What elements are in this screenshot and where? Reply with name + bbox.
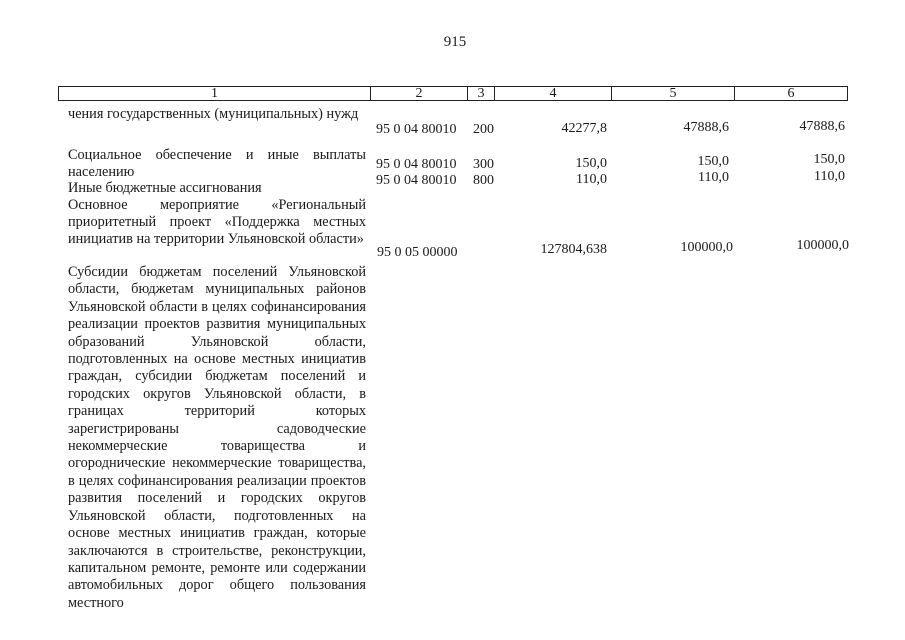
row-description: Субсидии бюджетам поселений Ульяновской области, бюджетам муниципальных районов Ульяновской области в целях софинансирования реализации проектов развития муниципальных образований Ульяновской области, подготовленных на основе местных инициатив граждан, субсидии бюджетам поселений и городских округов Ульяновской области, в границах территорий которых зарегистрированы садоводческие некоммерческие товарищества и огороднические некоммерческие товарищества, в целях софинансирования реализации проектов развития поселений и городских округов Ульяновской области, подготовленных на основе местных инициатив граждан, которые заключаются в строительстве, реконструкции, капитальном ремонте, ремонте или содержании автомобильных дорог общего пользования местного [68,264,366,611]
header-col-4: 4 [495,87,612,100]
table-header-row [58,86,848,101]
row-csr: 95 0 04 80010 [376,157,457,172]
row-value-col5: 150,0 [697,154,729,169]
row-value-col4: 110,0 [576,172,607,187]
header-col-3: 3 [468,87,495,100]
row-value-col4: 42277,8 [561,121,607,136]
row-value-col5: 47888,6 [683,120,729,135]
row-value-col6: 110,0 [814,169,845,184]
row-description: Основное мероприятие «Региональный приоритетный проект «Поддержка местных инициатив на территории Ульяновской области» [68,197,366,247]
header-col-2: 2 [371,87,468,100]
row-value-col6: 100000,0 [796,238,849,253]
row-csr: 95 0 05 00000 [377,245,458,260]
row-value-col5: 110,0 [698,170,729,185]
header-col-5: 5 [612,87,735,100]
page-number: 915 [443,34,467,50]
row-value-col4: 127804,638 [540,242,607,257]
row-value-col6: 150,0 [813,152,845,167]
row-vr: 800 [473,173,494,188]
row-value-col4: 150,0 [575,156,607,171]
row-vr: 200 [473,122,494,137]
row-description: чения государственных (муниципальных) нужд [68,106,359,122]
row-value-col5: 100000,0 [680,240,733,255]
row-value-col6: 47888,6 [799,119,845,134]
header-col-6: 6 [787,86,795,101]
row-csr: 95 0 04 80010 [376,122,457,137]
row-description: Иные бюджетные ассигнования [68,180,262,196]
row-csr: 95 0 04 80010 [376,173,457,188]
header-col-1: 1 [59,87,371,100]
row-description: Социальное обеспечение и иные выплаты населению [68,147,366,180]
row-vr: 300 [473,157,494,172]
